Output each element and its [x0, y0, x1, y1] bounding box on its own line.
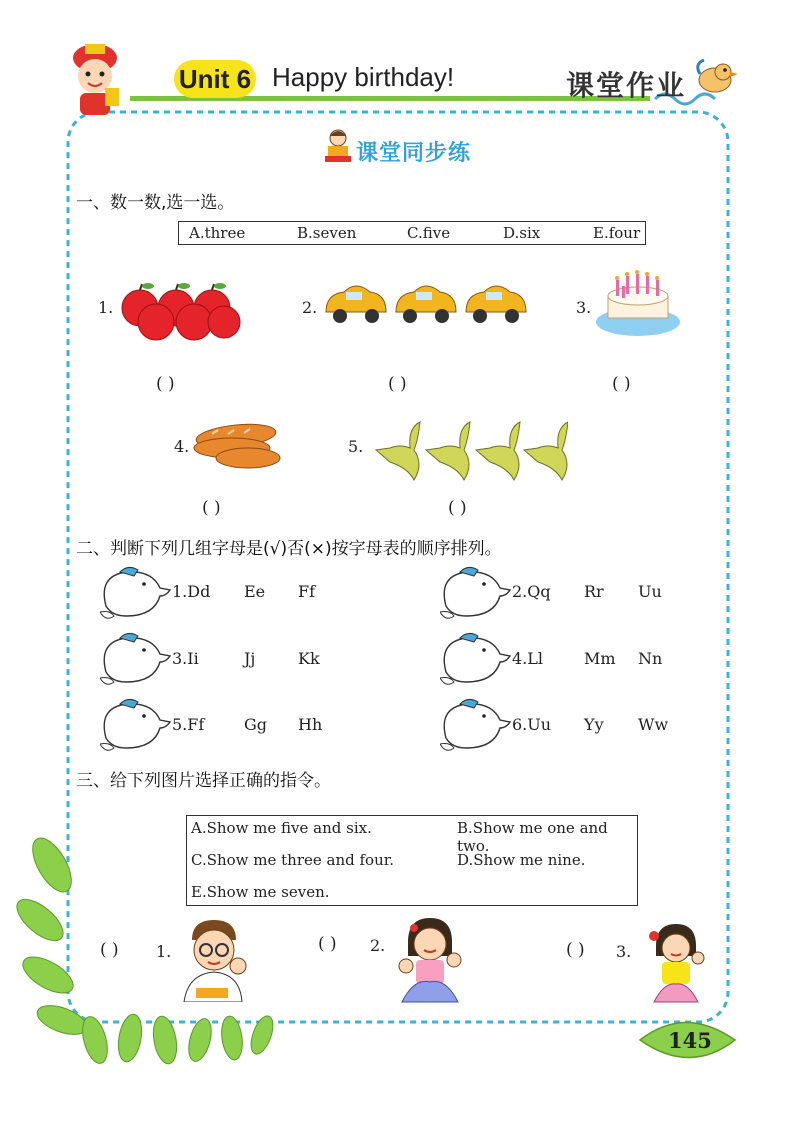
q1-option: A.three: [189, 224, 246, 242]
q3-heading: 三、给下列图片选择正确的指令。: [76, 771, 331, 791]
q1-item-number: 2.: [302, 298, 318, 317]
seal-icon: [100, 632, 172, 688]
q3-option: D.Show me nine.: [457, 851, 586, 869]
q3-answer-blank[interactable]: ( ): [566, 940, 585, 960]
apples-icon: [116, 282, 246, 344]
q1-heading: 一、数一数,选一选。: [76, 193, 235, 213]
unit-title: Happy birthday!: [272, 62, 455, 92]
page-number: 145: [668, 1028, 712, 1053]
letter-group-label: 2.Qq: [512, 582, 551, 601]
mascot-boy-icon: [55, 38, 135, 120]
q3-item-number: 3.: [616, 942, 632, 961]
q1-answer-blank[interactable]: ( ): [448, 498, 467, 518]
girl-reading-icon: [322, 128, 354, 166]
q3-answer-blank[interactable]: ( ): [318, 934, 337, 954]
birthday-cake-icon: [594, 266, 682, 340]
letter-group-letter: Ff: [298, 582, 316, 601]
letter-group-label: 6.Uu: [512, 715, 552, 734]
seal-icon: [100, 698, 172, 754]
q1-item-number: 4.: [174, 437, 190, 456]
letter-group-letter: Kk: [298, 649, 320, 668]
q3-item-number: 2.: [370, 936, 386, 955]
bird-mascot-icon: [690, 52, 740, 104]
letter-group-letter: Mm: [584, 649, 616, 668]
q1-item-number: 3.: [576, 298, 592, 317]
q1-option: D.six: [503, 224, 541, 242]
section-title: 课堂同步练: [356, 141, 472, 166]
q1-option: E.four: [593, 224, 641, 242]
q1-option: C.five: [407, 224, 451, 242]
q2-heading: 二、判断下列几组字母是(√)否(×)按字母表的顺序排列。: [76, 539, 502, 559]
cars-icon: [322, 278, 528, 328]
q1-option: B.seven: [297, 224, 357, 242]
letter-group-letter: Ww: [638, 715, 669, 734]
bread-icon: [192, 420, 284, 472]
homework-tag: 课堂作业: [566, 69, 687, 102]
birds-icon: [368, 420, 568, 490]
seal-icon: [440, 566, 512, 622]
q3-answer-blank[interactable]: ( ): [100, 940, 119, 960]
letter-group-letter: Rr: [584, 582, 604, 601]
q3-option: C.Show me three and four.: [191, 851, 395, 869]
q1-answer-blank[interactable]: ( ): [202, 498, 221, 518]
letter-group-letter: Yy: [584, 715, 604, 734]
boy-with-glasses-icon: [176, 918, 252, 1002]
q1-item-number: 5.: [348, 437, 364, 456]
unit-badge: Unit 6: [174, 60, 256, 98]
letter-group-letter: Uu: [638, 582, 662, 601]
letter-group-label: 1.Dd: [172, 582, 211, 601]
seal-icon: [440, 632, 512, 688]
letter-group-letter: Jj: [244, 649, 256, 668]
seal-icon: [440, 698, 512, 754]
girl-showing-hand-icon: [646, 922, 706, 1006]
letter-group-letter: Hh: [298, 715, 323, 734]
letter-group-label: 4.Ll: [512, 649, 544, 668]
girl-waving-icon: [394, 916, 466, 1006]
q3-item-number: 1.: [156, 942, 172, 961]
q1-answer-blank[interactable]: ( ): [612, 374, 631, 394]
letter-group-letter: Ee: [244, 582, 266, 601]
q3-option: B.Show me one and two.: [457, 819, 608, 855]
letter-group-letter: Gg: [244, 715, 268, 734]
q3-options-box: [186, 815, 638, 906]
letter-group-label: 3.Ii: [172, 649, 199, 668]
q3-option: E.Show me seven.: [191, 883, 330, 901]
q3-option: A.Show me five and six.: [191, 819, 372, 837]
letter-group-label: 5.Ff: [172, 715, 205, 734]
q1-answer-blank[interactable]: ( ): [388, 374, 407, 394]
q1-answer-blank[interactable]: ( ): [156, 374, 175, 394]
letter-group-letter: Nn: [638, 649, 663, 668]
q1-options-box: [178, 221, 646, 245]
q1-item-number: 1.: [98, 298, 114, 317]
seal-icon: [100, 566, 172, 622]
